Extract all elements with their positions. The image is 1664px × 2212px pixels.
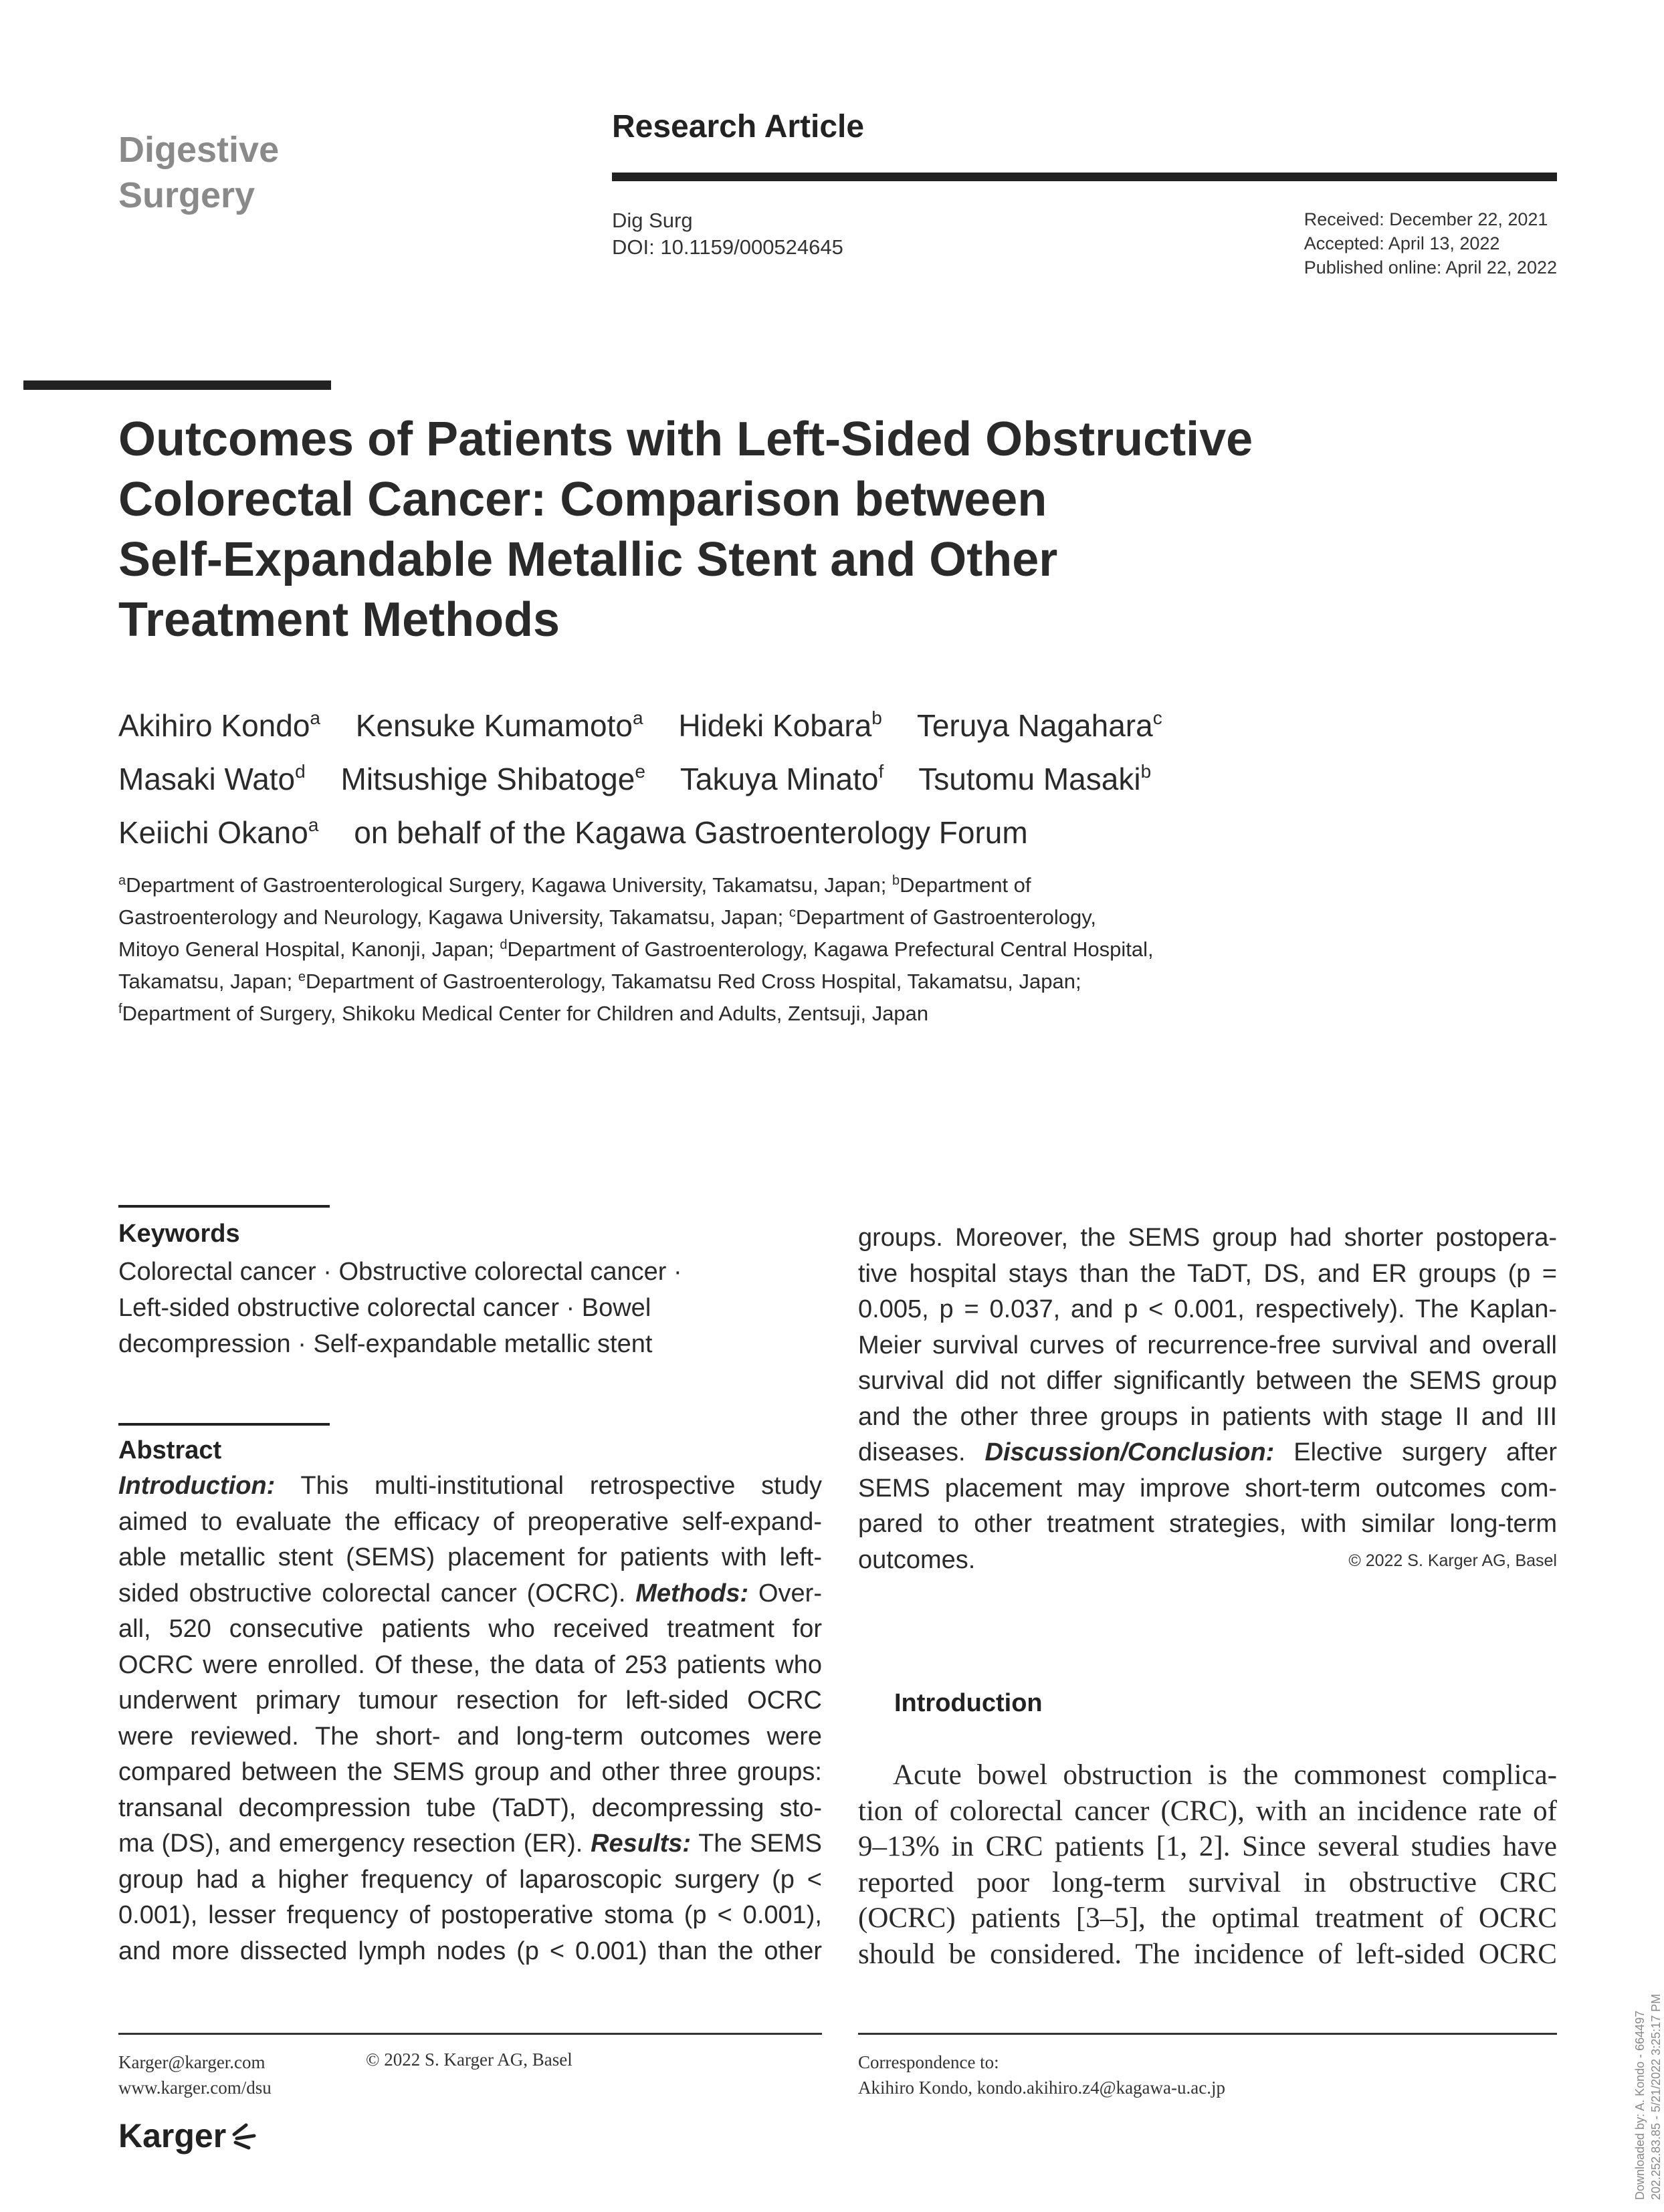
- author[interactable]: Hideki Kobara$^b$: [678, 707, 882, 743]
- abstract-heading: Abstract: [118, 1436, 222, 1464]
- dates-block: [1304, 207, 1557, 280]
- abstract-copyright: © 2022 S. Karger AG, Basel: [1348, 1551, 1557, 1570]
- introduction-heading: Introduction: [894, 1689, 1043, 1717]
- header-rule: [612, 173, 1557, 181]
- keywords-list: Colorectal cancer · Obstructive colorectal cancer · Left-sided obstructive colorectal cancer · Bowel decompression · Self-expandable metallic stent: [118, 1258, 682, 1358]
- doi[interactable]: DOI: 10.1159/000524645: [612, 235, 843, 259]
- accepted-date: Accepted: April 13, 2022: [1304, 233, 1500, 253]
- author-group[interactable]: on behalf of the Kagawa Gastroenterology Forum: [354, 815, 1028, 850]
- keywords-rule: [118, 1205, 330, 1208]
- author-list: [118, 699, 1189, 859]
- author[interactable]: Mitsushige Shibatoge$^e$: [340, 761, 645, 796]
- author[interactable]: Takuya Minato$^f$: [680, 761, 884, 796]
- article-type: Research Article: [612, 109, 865, 144]
- article-title: Outcomes of Patients with Left-Sided Obstructive Colorectal Cancer: Comparison between Self-Expandable Metallic Stent and Other Treatment Methods: [118, 413, 1253, 647]
- footer-rule-left: [118, 2033, 822, 2035]
- citation-block: [612, 207, 843, 261]
- publisher-email[interactable]: Karger@karger.com: [118, 2052, 266, 2072]
- author[interactable]: Keiichi Okano$^a$: [118, 814, 319, 850]
- correspondence-label: Correspondence to:: [858, 2052, 999, 2072]
- author[interactable]: Teruya Nagahara$^c$: [916, 707, 1162, 743]
- published-date: Published online: April 22, 2022: [1304, 257, 1557, 278]
- author[interactable]: Tsutomu Masaki$^b$: [918, 761, 1152, 796]
- download-note: Downloaded by: A. Kondo - 664497 202.252.83.85 - 5/21/2022 3:25:17 PM: [1633, 1993, 1663, 2200]
- publisher-contact: [118, 2050, 272, 2100]
- footer-copyright: © 2022 S. Karger AG, Basel: [366, 2050, 573, 2070]
- publisher-website[interactable]: www.karger.com/dsu: [118, 2078, 272, 2098]
- journal-citation: Dig Surg: [612, 209, 693, 232]
- author[interactable]: Masaki Wato$^d$: [118, 761, 306, 796]
- abstract-rule: [118, 1423, 330, 1426]
- abstract-text-left: Introduction: This multi-institutional retrospective study aimed to evaluate the efficacy of preoperative self-expand- able metallic stent (SEMS) placement for patients with left- sided obstructive colorectal cancer (OCRC). Methods: Over- all, 520 consecutive patients who received treatment for OCRC were enrolled. Of these, the data of 253 patients who underwent primary tumour resection for left-sided OCRC were reviewed. The short- and long-term outcomes were compared between the SEMS group and other three groups: transanal decompression tube (TaDT), decompressing sto- ma (DS), and emergency resection (ER). Results: The SEMS group had a higher frequency of laparoscopic surgery (p < 0.001), lesser frequency of postoperative stoma (p < 0.001), and more dissected lymph nodes (p < 0.001) than the other: [118, 1472, 822, 1965]
- journal-name: Digestive Surgery: [118, 130, 280, 215]
- correspondence-contact[interactable]: Akihiro Kondo, kondo.akihiro.z4@kagawa-u.ac.jp: [858, 2078, 1225, 2098]
- introduction-text: Acute bowel obstruction is the commonest complica- tion of colorectal cancer (CRC), with an incidence rate of 9–13% in CRC patients [1, 2]. Since several studies have reported poor long-term survival in obstructive CRC (OCRC) patients [3–5], the optimal treatment of OCRC should be considered. The incidence of left-sided OCRC: [858, 1759, 1557, 1970]
- received-date: Received: December 22, 2021: [1304, 209, 1548, 229]
- abstract-text-right: groups. Moreover, the SEMS group had shorter postopera- tive hospital stays than the TaDT, DS, and ER groups (p = 0.005, p = 0.037, and p < 0.001, respectively). The Kaplan- Meier survival curves of recurrence-free survival and overall survival did not differ significantly between the SEMS group and the other three groups in patients with stage II and III diseases. Discussion/Conclusion: Elective surgery after SEMS placement may improve short-term outcomes com- pared to other treatment strategies, with similar long-term outcomes.: [858, 1224, 1557, 1574]
- author[interactable]: Kensuke Kumamoto$^a$: [355, 707, 643, 743]
- keywords-heading: Keywords: [118, 1220, 240, 1248]
- affiliations: $^a$Department of Gastroenterological Surgery, Kagawa University, Takamatsu, Japan; $^b$Department of Gastroenterology and Neurology, Kagawa University, Takamatsu, Japan; $^c$Department of Gastroenterology, Mitoyo General Hospital, Kanonji, Japan; $^d$Department of Gastroenterology, Kagawa Prefectural Central Hospital, Takamatsu, Japan; $^e$Department of Gastroenterology, Takamatsu Red Cross Hospital, Takamatsu, Japan; $^f$Department of Surgery, Shikoku Medical Center for Children and Adults, Zentsuji, Japan: [118, 873, 1154, 1025]
- author[interactable]: Akihiro Kondo$^a$: [118, 707, 320, 743]
- karger-logo: Karger: [118, 2116, 258, 2155]
- title-rule: [23, 380, 331, 390]
- correspondence: [858, 2050, 1225, 2100]
- karger-logo-mark-icon: [229, 2121, 258, 2150]
- footer-rule-right: [858, 2033, 1557, 2035]
